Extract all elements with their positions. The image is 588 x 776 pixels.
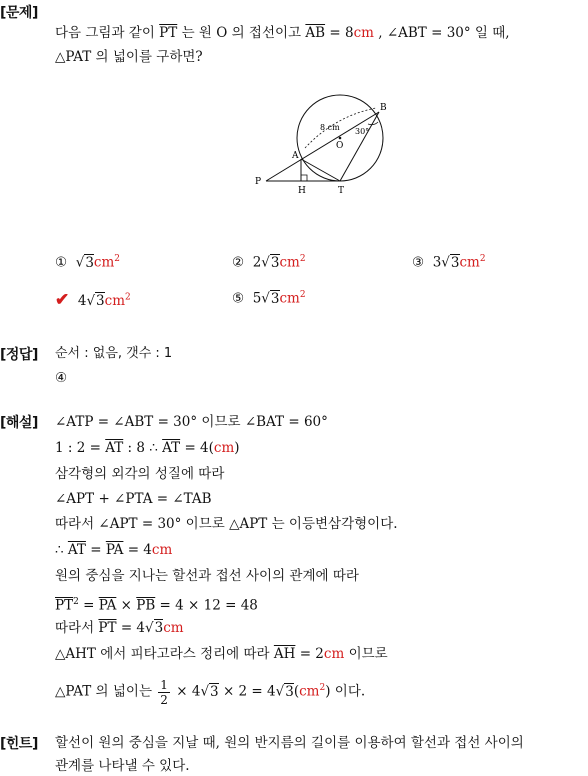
point-p-label: P xyxy=(255,177,262,187)
option-1[interactable]: ① $√3cm^2$ xyxy=(55,254,121,271)
fraction: $\frac{1}{2}$ xyxy=(160,677,168,707)
center-dot xyxy=(339,137,342,140)
length-label: 8 cm xyxy=(320,123,340,132)
explanation-line-3: 삼각형의 외각의 성질에 따라 xyxy=(55,466,225,482)
point-b-label: B xyxy=(380,103,387,113)
explanation-line-5: 따라서 ∠APT = 30° 이므로 △APT 는 이등변삼각형이다. xyxy=(55,516,398,532)
answer-value: ④ xyxy=(55,370,68,386)
explanation-line-1: ∠ATP = ∠ABT = 30° 이므로 ∠BAT = 60° xyxy=(55,414,328,430)
option-3[interactable]: ③ $3√3cm^2$ xyxy=(412,254,486,271)
explanation-line-8: $\overline{PT}^2 = \overline{PA} \times \overline{PB} = 4 \times 12 = 48$ xyxy=(55,597,258,614)
segment-bt xyxy=(340,112,379,181)
hint-line-1: 할선이 원의 중심을 지날 때, 원의 반지름의 길이를 이용하여 할선과 접선 사이의 xyxy=(55,735,524,751)
option-2[interactable]: ② $2√3cm^2$ xyxy=(232,254,306,271)
answer-order: 순서 : 없음, 갯수 : 1 xyxy=(55,346,173,361)
right-angle-mark xyxy=(301,175,307,181)
explanation-label: [해설] xyxy=(0,415,38,431)
hint-label: [힌트] xyxy=(0,736,38,752)
explanation-line-7: 원의 중심을 지나는 할선과 접선 사이의 관계에 따라 xyxy=(55,568,359,584)
explanation-line-10: △AHT 에서 피타고라스 정리에 따라 $\overline{AH} = 2cm$ 이므로 xyxy=(55,646,388,662)
angle-label: 30° xyxy=(355,127,370,136)
point-t-label: T xyxy=(338,186,345,196)
explanation-line-4: ∠APT + ∠PTA = ∠TAB xyxy=(55,491,212,507)
problem-line-2: △PAT 의 넓이를 구하면? xyxy=(55,49,203,65)
checkmark-icon: ✔ xyxy=(55,290,70,310)
hint-line-2: 관계를 나타낼 수 있다. xyxy=(55,758,190,774)
problem-line-1: 다음 그림과 같이 $\overline{PT}$ 는 원 O 의 접선이고 $\overline{AB} = 8cm$ , ∠ABT = 30° 일 때, xyxy=(55,25,510,41)
explanation-line-6: ∴ $\overline{AT} = \overline{PA} = 4cm$ xyxy=(55,542,173,558)
option-4[interactable]: ✔ $4√3cm^2$ xyxy=(55,290,131,310)
point-a-label: A xyxy=(292,151,299,161)
problem-label: [문제] xyxy=(0,5,38,21)
explanation-line-11: △PAT 의 넓이는 $\frac{1}{2}$ × $4√3 \times 2 = 4√3(cm^2)$ 이다. xyxy=(55,677,366,707)
point-h-label: H xyxy=(298,186,306,196)
point-o-label: O xyxy=(336,141,344,151)
option-5[interactable]: ⑤ $5√3cm^2$ xyxy=(232,290,306,307)
answer-label: [정답] xyxy=(0,347,38,363)
geometry-figure xyxy=(250,88,395,198)
explanation-line-9: 따라서 $\overline{PT} = 4√3cm$ xyxy=(55,620,184,636)
explanation-line-2: 1 : $2 = \overline{AT}$ : 8 ∴ $\overline{AT} = 4(cm)$ xyxy=(55,440,240,456)
